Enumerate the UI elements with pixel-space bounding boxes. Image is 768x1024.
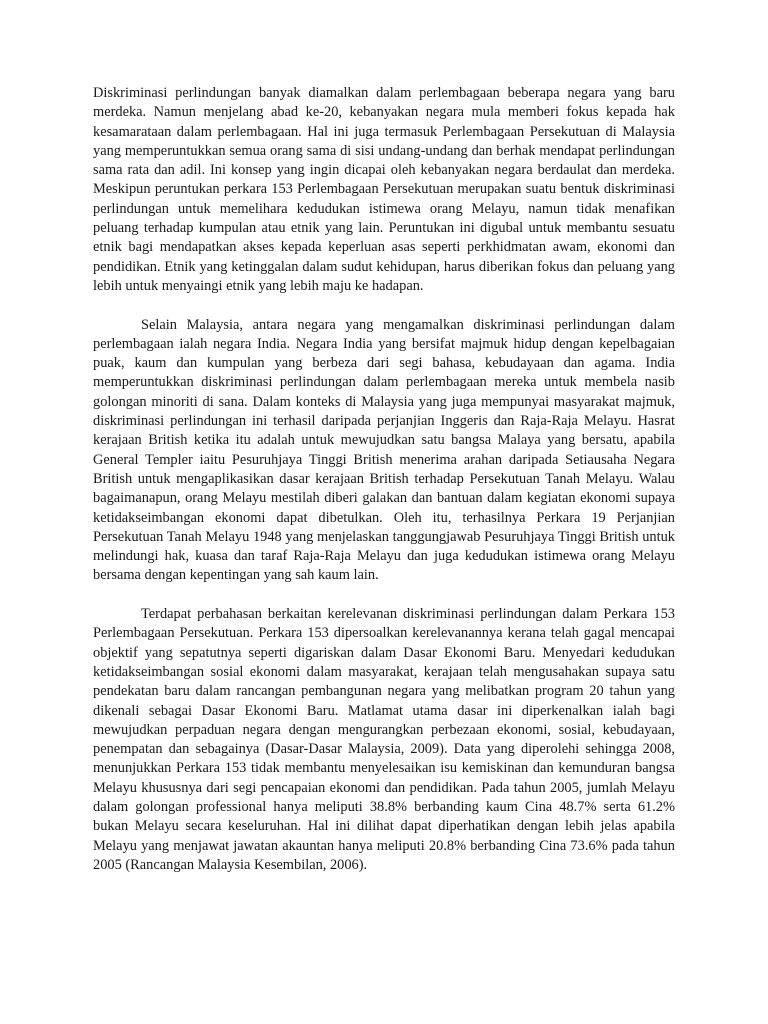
document-body <box>93 84 675 875</box>
paragraph-2: Selain Malaysia, antara negara yang mengamalkan diskriminasi perlindungan dalam perlembagaan ialah negara India. Negara India yang bersifat majmuk hidup dengan kepelbagaian puak, kaum dan kumpulan yang berbeza dari segi bahasa, kebudayaan dan agama. India memperuntukkan diskriminasi perlindungan dalam perlembagaan mereka untuk membela nasib golongan minoriti di sana. Dalam konteks di Malaysia yang juga mempunyai masyarakat majmuk, diskriminasi perlindungan ini terhasil daripada perjanjian Inggeris dan Raja-Raja Melayu. Hasrat kerajaan British ketika itu adalah untuk mewujudkan satu bangsa Malaya yang bersatu, apabila General Templer iaitu Pesuruhjaya Tinggi British menerima arahan daripada Setiausaha Negara British untuk mengaplikasikan dasar kerajaan British terhadap Persekutuan Tanah Melayu. Walau bagaimanapun, orang Melayu mestilah diberi galakan dan bantuan dalam kegiatan ekonomi supaya ketidakseimbangan ekonomi dapat dibetulkan. Oleh itu, terhasilnya Perkara 19 Perjanjian Persekutuan Tanah Melayu 1948 yang menjelaskan tanggungjawab Pesuruhjaya Tinggi British untuk melindungi hak, kuasa dan taraf Raja-Raja Melayu dan juga kedudukan istimewa orang Melayu bersama dengan kepentingan yang sah kaum lain. <box>93 316 675 584</box>
paragraph-3: Terdapat perbahasan berkaitan kerelevanan diskriminasi perlindungan dalam Perkara 153 Perlembagaan Persekutuan. Perkara 153 dipersoalkan kerelevanannya kerana telah gagal mencapai objektif yang sepatutnya seperti digariskan dalam Dasar Ekonomi Baru. Menyedari kedudukan ketidakseimbangan sosial ekonomi dalam masyarakat, kerajaan telah mengusahakan supaya satu pendekatan baru dalam rancangan pembangunan negara yang melibatkan program 20 tahun yang dikenali sebagai Dasar Ekonomi Baru. Matlamat utama dasar ini diperkenalkan ialah bagi mewujudkan perpaduan negara dengan mengurangkan perbezaan ekonomi, sosial, kebudayaan, penempatan dan sebagainya (Dasar-Dasar Malaysia, 2009). Data yang diperolehi sehingga 2008, menunjukkan Perkara 153 tidak membantu menyelesaikan isu kemiskinan dan kemunduran bangsa Melayu khususnya dari segi pencapaian ekonomi dan pendidikan. Pada tahun 2005, jumlah Melayu dalam golongan professional hanya meliputi 38.8% berbanding kaum Cina 48.7% serta 61.2% bukan Melayu secara keseluruhan. Hal ini dilihat dapat diperhatikan dengan lebih jelas apabila Melayu yang menjawat jawatan akauntan hanya meliputi 20.8% berbanding Cina 73.6% pada tahun 2005 (Rancangan Malaysia Kesembilan, 2006). <box>93 606 675 873</box>
paragraph-1: Diskriminasi perlindungan banyak diamalkan dalam perlembagaan beberapa negara yang baru merdeka. Namun menjelang abad ke-20, kebanyakan negara mula memberi fokus kepada hak kesamarataan dalam perlembagaan. Hal ini juga termasuk Perlembagaan Persekutuan di Malaysia yang memperuntukkan semua orang sama di sisi undang-undang dan berhak mendapat perlindungan sama rata dan adil. Ini konsep yang ingin dicapai oleh kebanyakan negara berdaulat dan merdeka. Meskipun peruntukan perkara 153 Perlembagaan Persekutuan merupakan suatu bentuk diskriminasi perlindungan untuk memelihara kedudukan istimewa orang Melayu, namun tidak menafikan peluang terhadap kumpulan atau etnik yang lain. Peruntukan ini digubal untuk membantu sesuatu etnik bagi mendapatkan akses kepada keperluan asas seperti perkhidmatan awam, ekonomi dan pendidikan. Etnik yang ketinggalan dalam sudut kehidupan, harus diberikan fokus dan peluang yang lebih untuk menyaingi etnik yang lebih maju ke hadapan. <box>93 85 675 294</box>
